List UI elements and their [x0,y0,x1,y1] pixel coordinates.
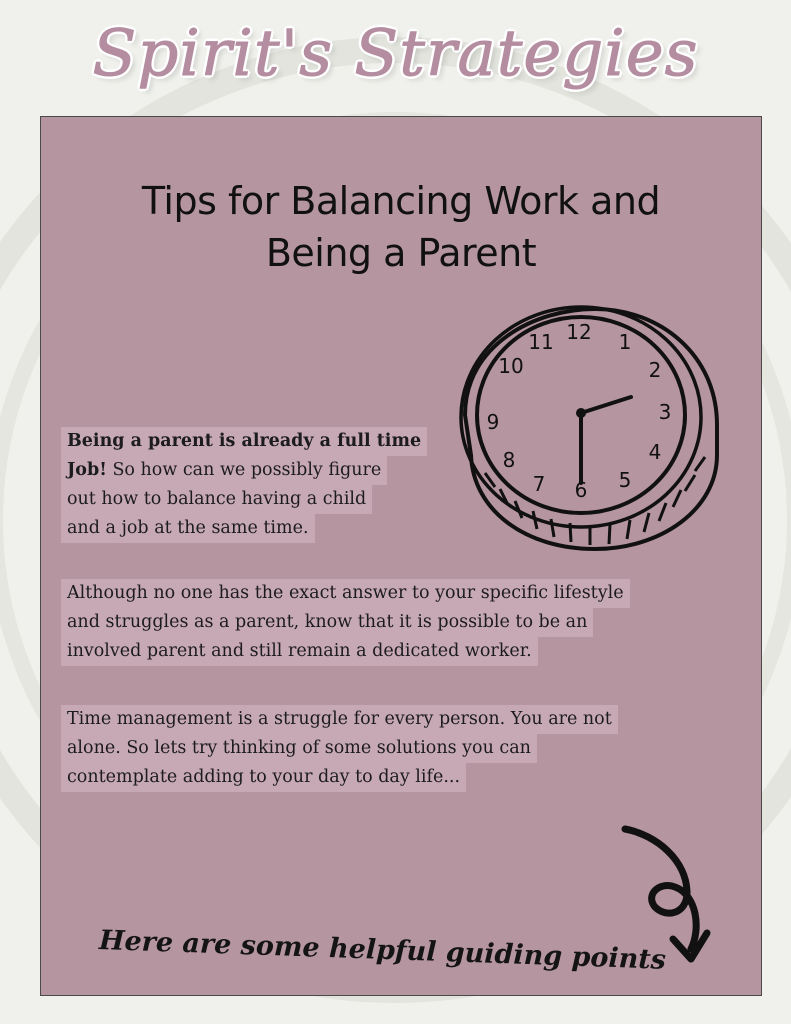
curly-down-arrow-icon [617,821,727,971]
clock-numeral-11: 11 [528,330,554,354]
time-management-line-1: Time management is a struggle for every person. You are not [61,705,618,734]
page-title-line-1: Tips for Balancing Work and [141,179,661,223]
wall-clock-icon [455,305,725,553]
reassurance-line-2: and struggles as a parent, know that it is possible to be an [61,608,593,637]
clock-numeral-1: 1 [618,330,632,354]
clock-center-pin [576,408,586,418]
page-title-line-2: Being a Parent [265,231,537,275]
reassurance-line-3: involved parent and still remain a dedicated worker. [61,637,538,666]
clock-numeral-4: 4 [648,440,662,464]
intro-paragraph [61,427,427,543]
reassurance-paragraph [61,579,630,666]
guiding-points-caption: Here are some helpful guiding points [98,925,667,976]
time-management-line-2: alone. So lets try thinking of some solutions you can [61,734,537,763]
clock-numeral-7: 7 [532,472,546,496]
clock-hour-hand [581,397,631,413]
page-title [101,175,701,279]
time-management-line-3: contemplate adding to your day to day life... [61,763,466,792]
clock-numeral-10: 10 [498,354,524,378]
intro-line-3: out how to balance having a child [61,485,372,514]
clock-numeral-2: 2 [648,358,662,382]
time-management-paragraph [61,705,618,792]
reassurance-line-1: Although no one has the exact answer to your specific lifestyle [61,579,630,608]
clock-numeral-3: 3 [658,400,672,424]
content-panel [40,116,762,996]
intro-line-2: So how can we possibly figure [106,460,382,480]
brand-title: Spirit's Strategies [92,17,699,91]
clock-numeral-8: 8 [502,448,516,472]
intro-bold-lead: Being a parent is already a full time [67,431,422,451]
clock-numeral-9: 9 [486,410,500,434]
intro-line-4: and a job at the same time. [61,514,315,543]
clock-numeral-12: 12 [566,320,592,344]
intro-bold-lead-2: Job! [67,460,107,480]
clock-numeral-6: 6 [574,478,588,502]
clock-numeral-5: 5 [618,468,632,492]
